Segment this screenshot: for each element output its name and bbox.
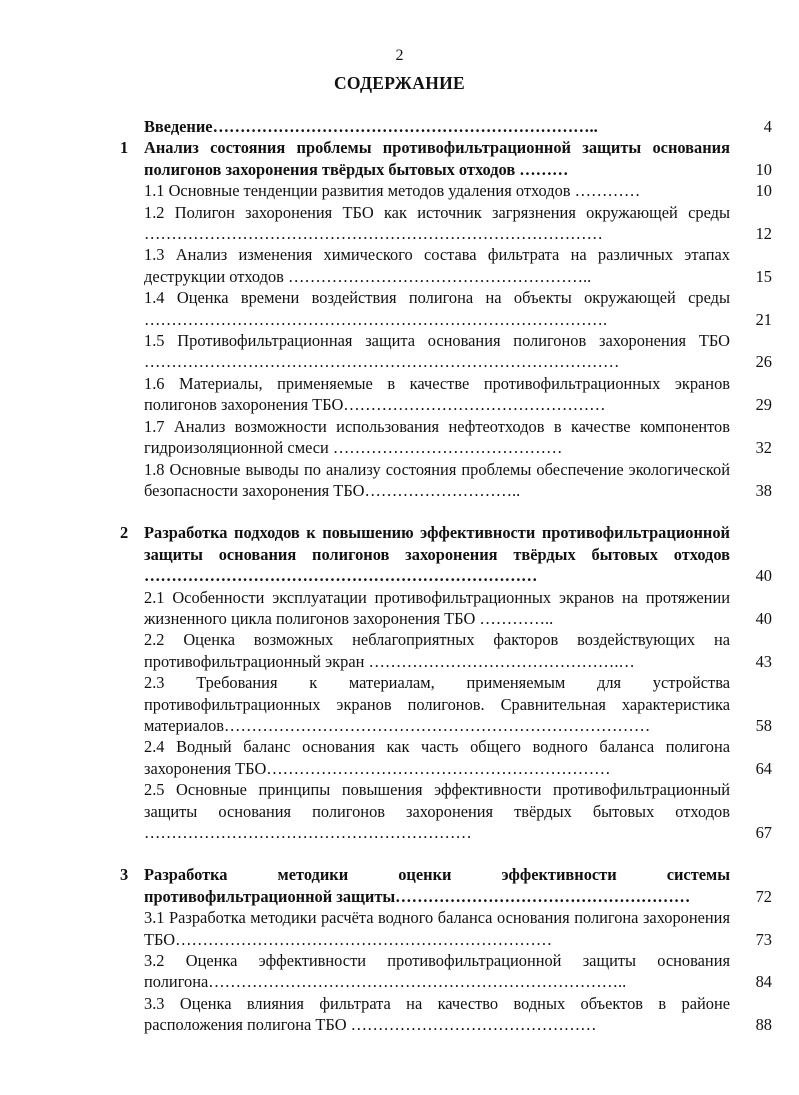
toc-entry-number: 3 bbox=[120, 865, 129, 885]
toc-entry-page: 58 bbox=[755, 715, 772, 735]
toc-entry-1-3[interactable] bbox=[0, 244, 799, 287]
toc-entry-3-2[interactable] bbox=[0, 950, 799, 993]
toc-entry-page: 10 bbox=[755, 181, 772, 201]
toc-entry-page: 73 bbox=[755, 929, 772, 949]
toc-entry-page: 40 bbox=[755, 566, 772, 586]
toc-entry-page: 12 bbox=[755, 224, 772, 244]
toc-entry-text: 1.7 Анализ возможности использования нефтеотходов в качестве компонентов гидроизоляционной смеси …………………………………… bbox=[144, 416, 730, 458]
toc-entry-text: Разработка методики оценки эффективности системы противофильтрационной защиты……………………………………………… bbox=[144, 865, 730, 906]
toc-entry-number: 2 bbox=[120, 523, 129, 543]
toc-entry-text: 1.6 Материалы, применяемые в качестве противофильтрационных экранов полигонов захоронения ТБО………………………………………… bbox=[144, 373, 730, 415]
toc-entry-1-8[interactable] bbox=[0, 459, 799, 502]
toc-entry-text: 2.1 Особенности эксплуатации противофильтрационных экранов на протяжении жизненного цикла полигонов захоронения ТБО ………….. bbox=[144, 587, 730, 628]
toc-entry-page: 32 bbox=[755, 438, 772, 458]
toc-entry-text: 2.2 Оценка возможных неблагоприятных факторов воздействующих на противофильтрационный экран ……………………………………….… bbox=[144, 630, 730, 671]
toc-entry-page: 29 bbox=[755, 395, 772, 415]
toc-entry-text: 1.2 Полигон захоронения ТБО как источник загрязнения окружающей среды ………………………………………………………………………… bbox=[144, 202, 730, 244]
toc-entry-page: 64 bbox=[755, 758, 772, 778]
toc-entry-1-2[interactable] bbox=[0, 202, 799, 245]
toc-entry-chapter-2[interactable] bbox=[0, 522, 799, 586]
toc-entry-page: 43 bbox=[755, 651, 772, 671]
toc-entry-text: 2.3 Требования к материалам, применяемым для устройства противофильтрационных экранов полигонов. Сравнительная характеристика материалов…………………………………………………………………… bbox=[144, 673, 730, 735]
toc-entry-text: 1.5 Противофильтрационная защита основания полигонов захоронения ТБО …………………………………………………………………………… bbox=[144, 331, 730, 372]
toc-entry-page: 10 bbox=[755, 159, 772, 179]
toc-entry-text: 2.5 Основные принципы повышения эффективности противофильтрационный защиты основания полигонов захоронения твёрдых бытовых отходов …………………………………………………… bbox=[144, 780, 730, 842]
toc-entry-3-1[interactable] bbox=[0, 907, 799, 950]
toc-entry-page: 21 bbox=[755, 309, 772, 329]
toc-entry-chapter-1[interactable] bbox=[0, 137, 799, 180]
table-of-contents bbox=[0, 116, 799, 1036]
toc-entry-page: 72 bbox=[755, 886, 772, 906]
toc-entry-text: 3.1 Разработка методики расчёта водного баланса основания полигона захоронения ТБО…………………………………………………………… bbox=[144, 908, 730, 949]
toc-entry-1-1[interactable] bbox=[0, 180, 799, 201]
toc-entry-text: 3.2 Оценка эффективности противофильтрационной защиты основания полигона………………………………………………………………….. bbox=[144, 951, 730, 992]
toc-entry-text: 1.4 Оценка времени воздействия полигона на объекты окружающей среды …………………………………………………………………………. bbox=[144, 288, 730, 329]
toc-entry-2-3[interactable] bbox=[0, 672, 799, 736]
toc-entry-2-5[interactable] bbox=[0, 779, 799, 843]
toc-entry-text: 2.4 Водный баланс основания как часть общего водного баланса полигона захоронения ТБО……………………………………………………… bbox=[144, 737, 730, 778]
toc-entry-page: 26 bbox=[755, 352, 772, 372]
toc-entry-text: 1.1 Основные тенденции развития методов удаления отходов ………… bbox=[144, 181, 641, 201]
toc-entry-number: 1 bbox=[120, 138, 129, 158]
toc-entry-page: 4 bbox=[763, 117, 772, 136]
toc-entry-1-7[interactable] bbox=[0, 416, 799, 459]
toc-entry-page: 67 bbox=[755, 823, 772, 842]
toc-entry-3-3[interactable] bbox=[0, 993, 799, 1036]
toc-entry-1-4[interactable] bbox=[0, 287, 799, 330]
toc-entry-text: 1.3 Анализ изменения химического состава фильтрата на различных этапах деструкции отходов ……………………………………………….. bbox=[144, 245, 730, 286]
toc-entry-text: Разработка подходов к повышению эффективности противофильтрационной защиты основания полигонов захоронения твёрдых бытовых отходов ……………………………………………………………… bbox=[144, 523, 730, 586]
toc-title: СОДЕРЖАНИЕ bbox=[333, 73, 465, 93]
toc-entry-page: 15 bbox=[755, 266, 772, 286]
toc-entry-page: 88 bbox=[755, 1015, 772, 1035]
toc-entry-introduction[interactable] bbox=[0, 116, 799, 137]
toc-entry-text: Введение…………………………………………………………….. bbox=[144, 117, 598, 136]
toc-entry-2-1[interactable] bbox=[0, 587, 799, 630]
toc-entry-1-6[interactable] bbox=[0, 373, 799, 416]
toc-entry-page: 84 bbox=[755, 972, 772, 992]
toc-entry-page: 40 bbox=[755, 608, 772, 628]
toc-entry-2-2[interactable] bbox=[0, 629, 799, 672]
toc-entry-text: Анализ состояния проблемы противофильтрационной защиты основания полигонов захоронения твёрдых бытовых отходов ……… bbox=[144, 138, 730, 179]
toc-entry-2-4[interactable] bbox=[0, 736, 799, 779]
toc-entry-1-5[interactable] bbox=[0, 330, 799, 373]
page-number: 2 bbox=[395, 47, 404, 64]
toc-entry-text: 3.3 Оценка влияния фильтрата на качество водных объектов в районе расположения полигона ТБО ……………………………………… bbox=[144, 993, 730, 1035]
toc-entry-text: 1.8 Основные выводы по анализу состояния проблемы обеспечение экологической безопасности захоронения ТБО……………………….. bbox=[144, 459, 730, 500]
toc-entry-chapter-3[interactable] bbox=[0, 864, 799, 907]
toc-entry-page: 38 bbox=[755, 480, 772, 500]
